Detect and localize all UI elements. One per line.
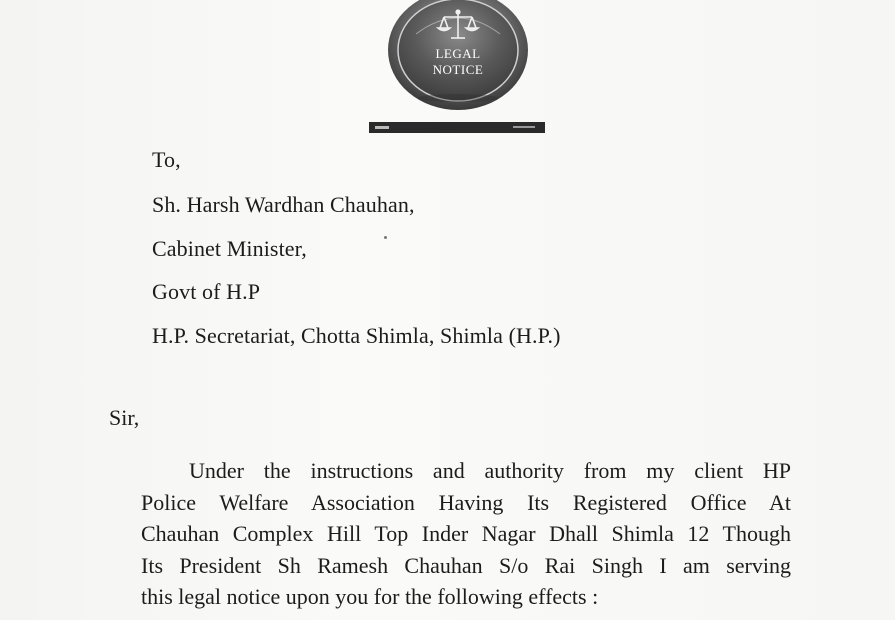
salutation: Sir, xyxy=(109,405,140,430)
recipient-government: Govt of H.P xyxy=(152,279,261,304)
body-line: Under the instructions and authority from my client HP xyxy=(189,458,791,483)
legal-notice-logo xyxy=(386,0,530,112)
body-line: Chauhan Complex Hill Top Inder Nagar Dhall Shimla 12 Though xyxy=(141,521,791,546)
body-line: this legal notice upon you for the following effects : xyxy=(141,584,599,609)
recipient-designation: Cabinet Minister, xyxy=(152,236,307,261)
logo-text-line2: NOTICE xyxy=(432,62,484,77)
logo-text-line1: LEGAL xyxy=(435,46,481,61)
scan-speck xyxy=(384,236,387,239)
logo-underline-bar xyxy=(369,122,545,133)
recipient-office: H.P. Secretariat, Chotta Shimla, Shimla (H.P.) xyxy=(152,323,561,348)
address-to: To, xyxy=(152,147,181,172)
body-line: Its President Sh Ramesh Chauhan S/o Rai Singh I am serving xyxy=(141,552,791,578)
notice-body-paragraph xyxy=(141,455,791,613)
body-line: Police Welfare Association Having Its Registered Office At xyxy=(141,489,791,515)
recipient-name: Sh. Harsh Wardhan Chauhan, xyxy=(152,192,415,217)
